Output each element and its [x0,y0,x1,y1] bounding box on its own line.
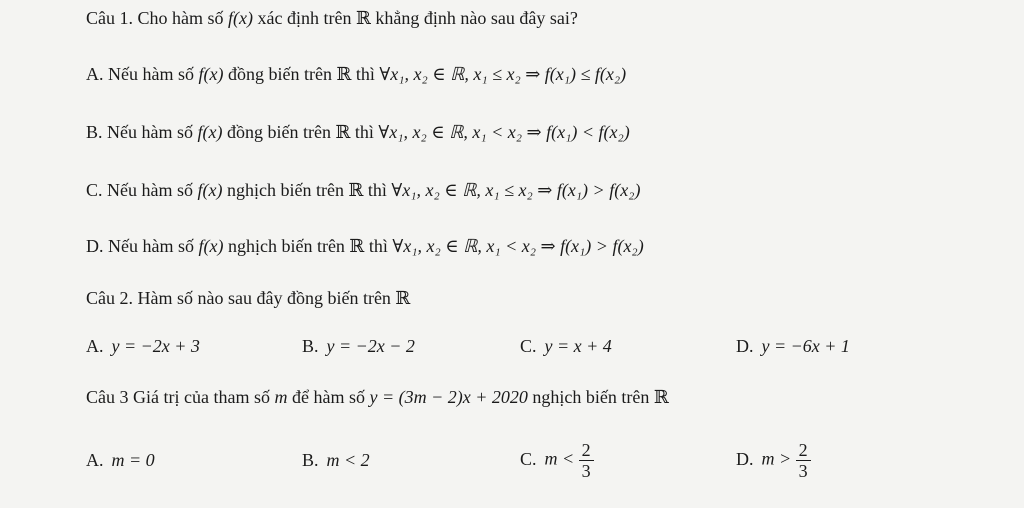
fraction-denominator: 3 [581,461,591,481]
question-2-stem: Câu 2. Hàm số nào sau đây đồng biến trên ℝ [86,288,411,308]
q3-stem-mid: để hàm số [287,387,370,407]
option-math: y = −2x + 3 [111,336,200,356]
option-label: A. [86,336,104,356]
option-fx: f(x) [197,180,223,200]
option-label: D. [736,448,754,469]
question-1-stem [86,8,578,29]
option-math: ∀x₁, x₂ ∈ ℝ, x₁ ≤ x₂ ⇒ f(x₁) > f(x₂) [391,180,641,200]
option-math: y = −6x + 1 [761,336,850,356]
option-text: Nếu hàm số [108,64,194,84]
option-label: B. [302,336,319,356]
option-math: ∀x₁, x₂ ∈ ℝ, x₁ < x₂ ⇒ f(x₁) > f(x₂) [392,236,644,256]
q1-option-c [86,180,640,201]
q2-option-a [86,336,200,357]
fraction-numerator: 2 [796,440,811,461]
q1-stem-suffix: xác định trên ℝ khẳng định nào sau đây sai? [252,8,578,28]
option-math: m > [761,448,792,469]
option-fx: f(x) [198,236,224,256]
option-fx: f(x) [197,122,223,142]
option-mid: đồng biến trên ℝ thì [227,64,375,84]
option-label: C. [520,448,537,469]
option-mid: nghịch biến trên ℝ thì [226,180,387,200]
option-mid: đồng biến trên ℝ thì [226,122,374,142]
option-math: y = x + 4 [544,336,612,356]
option-math: m < 2 [326,450,370,470]
option-label: C. [86,180,103,200]
option-label: A. [86,450,104,470]
q3-option-c [520,440,594,481]
q3-option-a [86,450,155,471]
q3-option-b [302,450,370,471]
option-label: D. [736,336,754,356]
option-mid: nghịch biến trên ℝ thì [227,236,388,256]
fraction-numerator: 2 [579,440,594,461]
option-label: A. [86,64,104,84]
q3-stem-prefix: Câu 3 Giá trị của tham số [86,387,275,407]
option-fx: f(x) [198,64,224,84]
q2-option-c [520,336,612,357]
option-label: C. [520,336,537,356]
question-3-stem [86,387,669,408]
q1-option-a [86,64,626,85]
option-math: y = −2x − 2 [326,336,415,356]
option-label: B. [86,122,103,142]
option-label: D. [86,236,104,256]
q1-stem-prefix: Câu 1. Cho hàm số [86,8,228,28]
fraction [796,440,811,481]
q3-stem-suffix: nghịch biến trên ℝ [527,387,669,407]
option-math: m = 0 [111,450,155,470]
q3-stem-math: y = (3m − 2)x + 2020 [369,387,528,407]
q2-option-d [736,336,850,357]
q3-option-d [736,440,811,481]
option-text: Nếu hàm số [108,236,194,256]
q3-stem-m: m [274,387,288,407]
option-math: ∀x₁, x₂ ∈ ℝ, x₁ ≤ x₂ ⇒ f(x₁) ≤ f(x₂) [379,64,627,84]
option-label: B. [302,450,319,470]
option-text: Nếu hàm số [107,122,193,142]
fraction-denominator: 3 [798,461,808,481]
q1-option-d [86,236,644,257]
q1-option-b [86,122,630,143]
option-math: ∀x₁, x₂ ∈ ℝ, x₁ < x₂ ⇒ f(x₁) < f(x₂) [378,122,630,142]
fraction [579,440,594,481]
q2-option-b [302,336,415,357]
q1-stem-fx: f(x) [228,8,253,28]
option-text: Nếu hàm số [107,180,193,200]
option-math: m < [544,448,575,469]
